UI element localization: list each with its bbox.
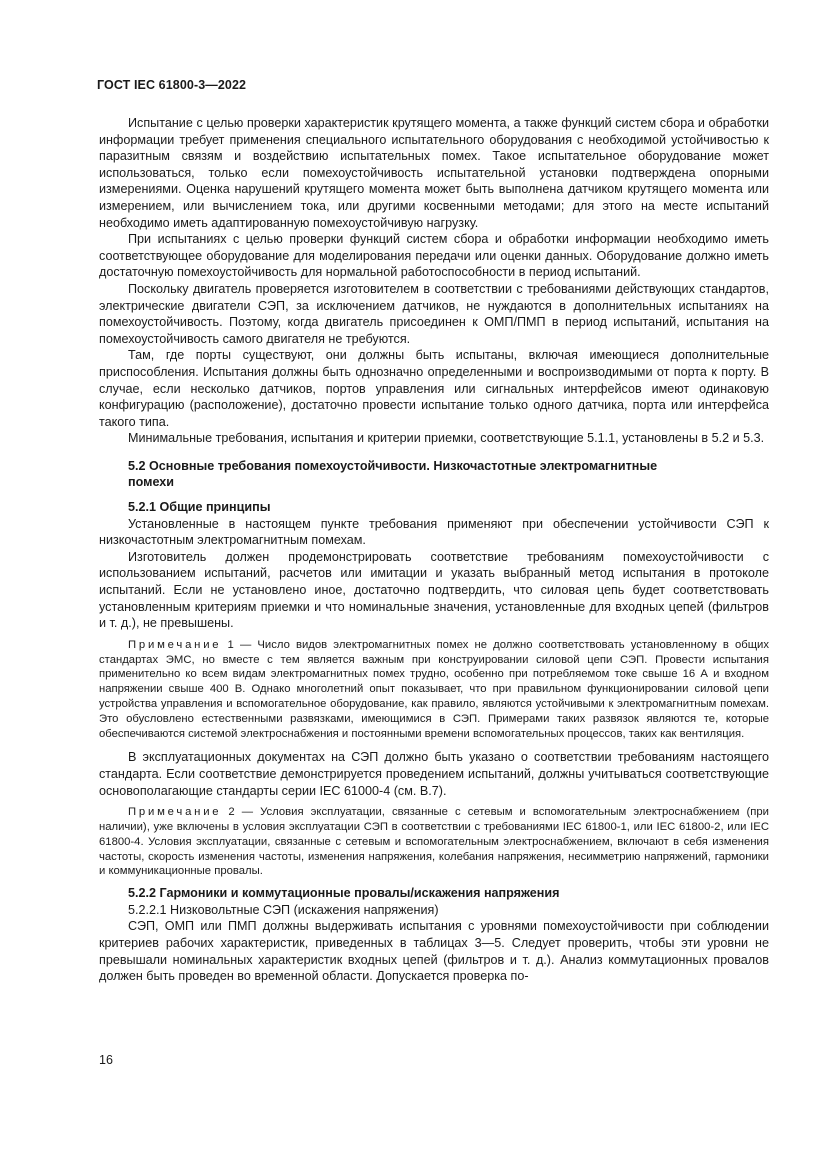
document-header: ГОСТ IEC 61800-3—2022 [97, 78, 247, 92]
paragraph-harmonics: СЭП, ОМП или ПМП должны выдерживать испытания с уровнями помехоустойчивости при соблюдении критериев рабочих характеристик, приведенных в таблицах 3—5. Следует проверить, чтобы эти уровни не превышали номинальных характеристик входных цепей (фильтров и т. д.). Анализ коммутационных провалов должен быть проведен во временной области. Допускается проверка по- [99, 919, 769, 984]
paragraph-torque-testing: Испытание с целью проверки характеристик крутящего момента, а также функций систем сбора и обработки информации требует применения специального испытательного оборудования с необходимой устойчивостью к паразитным связям и воздействию испытательных помех. Такое испытательное оборудование может использоваться, только если помехоустойчивость испытательной установки подтверждена опорными измерениями. Оценка нарушений крутящего момента может быть выполнена датчиком крутящего момента или измерением, или вычислением тока, или другими косвенными методами; для этого на месте испытаний необходимо иметь адаптированную помехоустойчивую нагрузку. [99, 116, 769, 230]
paragraph-demonstration: Изготовитель должен продемонстрировать соответствие требованиям помехоустойчивости с использованием испытаний, расчетов или имитации и указать выбранный метод испытания в протоколе испытаний. Если не установлено иное, достаточно подтвердить, что силовая цепь будет соответствовать установленным критериям приемки и что номинальные значения, установленные для входных цепей (фильтров и т. д.), не превышены. [99, 549, 769, 631]
note-2: Примечание 2 — Условия эксплуатации, связанные с сетевым и вспомогательным электроснабжением (при наличии), уже включены в условия эксплуатации СЭП в соответствии с требованиями IEC 61800-1, или IEC 61800-2, или IEC 61800-4. Условия эксплуатации, связанные с сетевым и вспомогательным электроснабжением, включают в себя изменения частоты, скорость изменения частоты, изменения напряжения, колебания напряжения, несимметрию напряжений, гармоники и коммуникационные провалы. [99, 806, 769, 878]
page-content [99, 115, 769, 985]
section-heading-5-2-1: 5.2.1 Общие принципы [128, 500, 271, 515]
section-heading-5-2: 5.2 Основные требования помехоустойчивости. Низкочастотные электромагнитные помехи [128, 458, 658, 490]
subsection-heading-5-2-2-1: 5.2.2.1 Низковольтные СЭП (искажения напряжения) [128, 902, 439, 917]
paragraph-data-processing: При испытаниях с целью проверки функций систем сбора и обработки информации необходимо иметь соответствующее оборудование для моделирования передачи или оценки данных. Оборудование должно иметь достаточную помехоустойчивость для нормальной работоспособности в период испытаний. [99, 232, 769, 280]
page-number: 16 [99, 1053, 113, 1067]
paragraph-general-principles: Установленные в настоящем пункте требования применяют при обеспечении устойчивости СЭП к низкочастотным электромагнитным помехам. [99, 516, 769, 548]
paragraph-ports: Там, где порты существуют, они должны быть испытаны, включая имеющиеся дополнительные приспособления. Испытания должны быть однозначно определенными и воспроизводимыми от порта к порту. В случае, если несколько датчиков, портов управления или сигнальных интерфейсов имеют одинаковую конфигурацию (расположение), достаточно провести испытание только одного датчика, порта или интерфейса такого типа. [99, 348, 769, 429]
paragraph-operational-documents: В эксплуатационных документах на СЭП должно быть указано о соответствии требованиям настоящего стандарта. Если соответствие демонстрируется проведением испытаний, должны учитываться соответствующие основополагающие стандарты серии IEC 61000-4 (см. В.7). [99, 750, 769, 798]
note-1: Примечание 1 — Число видов электромагнитных помех не должно соответствовать установленному в общих стандартах ЭМС, но вместе с тем является важным при конструировании силовой цепи СЭП. Провести испытания применительно ко всем видам электромагнитных помех трудно, особенно при потребляемом токе свыше 16 А и входном напряжении свыше 400 В. Однако многолетний опыт показывает, что при правильном функционировании силовой цепи устройства управления и вспомогательное оборудование, как правило, являются устойчивыми к электромагнитным помехам. Это обусловлено естественными развязками, имеющимися в СЭП. Примерами таких развязок являются те, которые обеспечиваются системой электроснабжения и постоянными времени вспомогательных процессов, таких как вентиляция. [99, 638, 769, 740]
section-heading-5-2-2: 5.2.2 Гармоники и коммутационные провалы/искажения напряжения [128, 886, 560, 901]
paragraph-motor-testing: Поскольку двигатель проверяется изготовителем в соответствии с требованиями действующих стандартов, электрические двигатели СЭП, за исключением датчиков, не нуждаются в дополнительных испытаниях на помехоустойчивость. Поэтому, когда двигатель присоединен к ОМП/ПМП в период испытаний, испытания на помехоустойчивость самого двигателя не требуются. [99, 281, 769, 346]
paragraph-minimal-requirements: Минимальные требования, испытания и критерии приемки, соответствующие 5.1.1, установлены в 5.2 и 5.3. [128, 431, 765, 446]
